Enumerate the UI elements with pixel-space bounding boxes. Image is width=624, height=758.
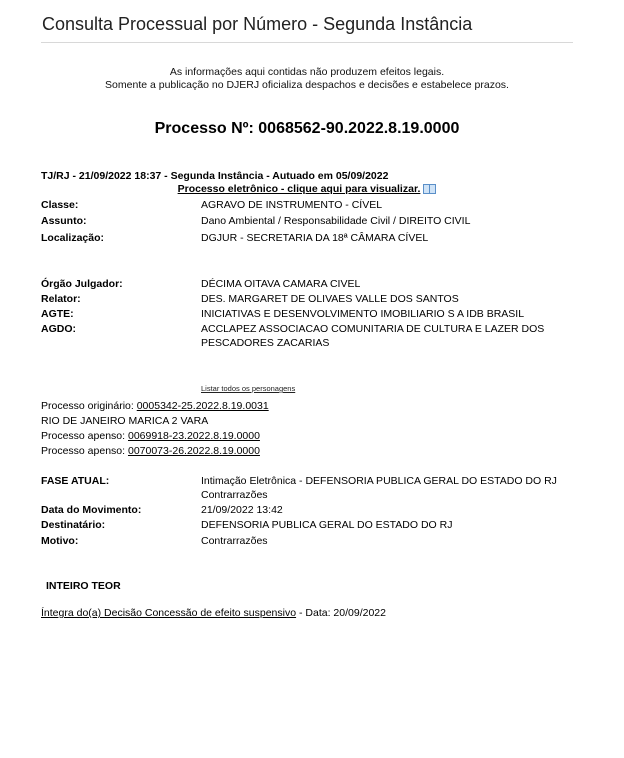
classe-label: Classe: — [41, 199, 79, 211]
inteiro-teor-heading: INTEIRO TEOR — [46, 580, 121, 592]
agte-value: INICIATIVAS E DESENVOLVIMENTO IMOBILIARIO S A IDB BRASIL — [201, 308, 525, 320]
agdo-value: ACCLAPEZ ASSOCIACAO COMUNITARIA DE CULTURA E LAZER DOS — [201, 323, 545, 335]
origin-process-row — [41, 400, 269, 413]
apenso-link-2[interactable]: 0070073-26.2022.8.19.0000 — [127, 445, 260, 457]
apenso-row-1 — [41, 430, 260, 443]
motivo-value: Contrarrazões — [201, 535, 268, 547]
legal-notice — [40, 66, 574, 92]
motivo-label: Motivo: — [41, 535, 79, 547]
fase-atual-value-cont: Contrarrazões — [201, 489, 268, 501]
classe-value: AGRAVO DE INSTRUMENTO - CÍVEL — [201, 199, 383, 211]
localizacao-value: DGJUR - SECRETARIA DA 18ª CÂMARA CÍVEL — [201, 232, 429, 244]
orgao-julgador-label: Órgão Julgador: — [41, 278, 123, 290]
integra-row — [41, 607, 386, 619]
destinatario-value: DEFENSORIA PUBLICA GERAL DO ESTADO DO RJ — [201, 519, 453, 531]
electronic-process-row — [41, 183, 573, 195]
notice-line-1: As informações aqui contidas não produzem efeitos legais. — [169, 66, 445, 78]
apenso-label: Processo apenso: — [41, 430, 126, 442]
integra-date: - Data: 20/09/2022 — [296, 607, 386, 619]
fase-atual-label: FASE ATUAL: — [41, 475, 110, 487]
notice-line-2: Somente a publicação no DJERJ oficializa despachos e decisões e estabelece prazos. — [105, 79, 509, 91]
process-number-title: Processo Nº: 0068562-90.2022.8.19.0000 — [154, 120, 460, 137]
electronic-process-link[interactable]: Processo eletrônico - clique aqui para visualizar. — [177, 183, 421, 195]
data-movimento-value: 21/09/2022 13:42 — [201, 504, 283, 516]
relator-label: Relator: — [41, 293, 81, 305]
agte-label: AGTE: — [41, 308, 74, 320]
integra-decisao-link[interactable]: Íntegra do(a) Decisão Concessão de efeito suspensivo — [41, 607, 297, 619]
apenso-row-2 — [41, 445, 260, 458]
apenso-label: Processo apenso: — [41, 445, 126, 457]
origin-process-link[interactable]: 0005342-25.2022.8.19.0031 — [136, 400, 269, 412]
apenso-link-1[interactable]: 0069918-23.2022.8.19.0000 — [127, 430, 260, 442]
origin-court: RIO DE JANEIRO MARICA 2 VARA — [41, 415, 209, 427]
fase-atual-value: Intimação Eletrônica - DEFENSORIA PUBLICA GERAL DO ESTADO DO RJ — [201, 475, 557, 487]
book-icon[interactable] — [423, 184, 436, 193]
agdo-label: AGDO: — [41, 323, 76, 335]
orgao-julgador-value: DÉCIMA OITAVA CAMARA CIVEL — [201, 278, 361, 290]
process-summary-line: TJ/RJ - 21/09/2022 18:37 - Segunda Instância - Autuado em 05/09/2022 — [41, 170, 389, 182]
relator-value: DES. MARGARET DE OLIVAES VALLE DOS SANTOS — [201, 293, 459, 305]
destinatario-label: Destinatário: — [41, 519, 106, 531]
list-personagens-link[interactable]: Listar todos os personagens — [201, 384, 296, 393]
assunto-label: Assunto: — [41, 215, 87, 227]
localizacao-label: Localização: — [41, 232, 105, 244]
data-movimento-label: Data do Movimento: — [41, 504, 142, 516]
title-divider — [41, 42, 573, 43]
assunto-value: Dano Ambiental / Responsabilidade Civil / DIREITO CIVIL — [201, 215, 471, 227]
agdo-value-cont: PESCADORES ZACARIAS — [201, 337, 330, 349]
page-title: Consulta Processual por Número - Segunda Instância — [42, 14, 473, 34]
origin-process-label: Processo originário: — [41, 400, 134, 412]
